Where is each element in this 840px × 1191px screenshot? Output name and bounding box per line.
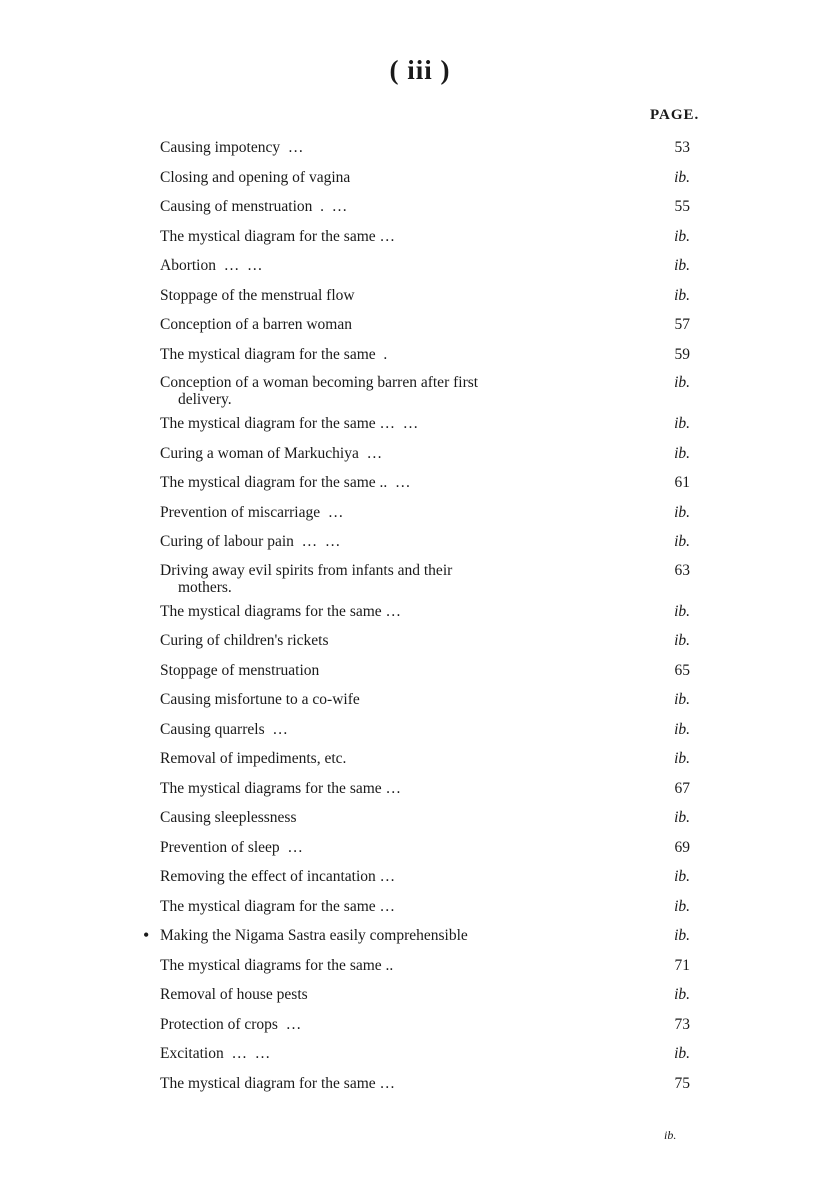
toc-entry-page: ib. <box>674 897 690 915</box>
toc-entry <box>160 1015 690 1034</box>
toc-entry-title-line2: mothers. <box>178 578 232 596</box>
toc-entry-title: Causing of menstruation . … <box>160 198 348 215</box>
toc-entry-page: ib. <box>674 1045 690 1062</box>
toc-entry <box>160 661 690 680</box>
toc-entry-page: 73 <box>674 1015 690 1033</box>
toc-entry-title: Stoppage of menstruation <box>160 661 320 679</box>
toc-entry-title: The mystical diagram for the same . <box>160 345 388 363</box>
toc-entry <box>160 897 690 916</box>
toc-entry <box>160 345 690 364</box>
toc-entry <box>160 867 690 886</box>
toc-entry-page: ib. <box>674 750 690 767</box>
toc-entry-page: 57 <box>674 316 690 333</box>
toc-entry <box>160 374 690 408</box>
toc-entry <box>160 444 690 463</box>
toc-entry <box>160 956 690 975</box>
toc-entry-title: Prevention of miscarriage … <box>160 503 344 521</box>
toc-entry <box>160 985 690 1004</box>
toc-entry <box>160 286 690 305</box>
toc-entry <box>160 532 690 551</box>
toc-entry-page: ib. <box>674 986 690 1003</box>
toc-entry-page: 69 <box>674 838 690 856</box>
toc-entry-page: ib. <box>674 444 690 462</box>
toc-entry-title-line1: Driving away evil spirits from infants and their <box>160 561 453 579</box>
toc-entry-title: Conception of a barren woman <box>160 316 352 333</box>
toc-entry-page: 65 <box>674 661 690 679</box>
toc-entry <box>160 1044 690 1063</box>
toc-entry-page: 59 <box>674 345 690 363</box>
toc-entry <box>160 503 690 522</box>
page-number: ( iii ) <box>389 55 451 85</box>
toc-entry-page: ib. <box>674 257 690 274</box>
toc-entry-title: Protection of crops … <box>160 1015 302 1033</box>
table-of-contents <box>143 138 690 1103</box>
toc-entry-title <box>160 562 652 596</box>
toc-entry <box>160 1074 690 1093</box>
toc-entry-title: The mystical diagram for the same … <box>160 1074 396 1092</box>
footer-catchword: ib. <box>664 1128 677 1142</box>
toc-entry-title: Stoppage of the menstrual flow <box>160 286 355 304</box>
toc-entry-title: The mystical diagram for the same … … <box>160 415 419 432</box>
toc-entry-title: The mystical diagrams for the same … <box>160 602 402 620</box>
toc-entry-page: ib. <box>674 868 690 885</box>
toc-entry-page: ib. <box>674 503 690 521</box>
toc-entry <box>160 562 690 596</box>
toc-entry-title: Prevention of sleep … <box>160 838 303 856</box>
toc-entry-page: ib. <box>674 415 690 432</box>
toc-entry <box>160 197 690 216</box>
toc-entry-title: Causing misfortune to a co-wife <box>160 691 360 708</box>
toc-entry <box>160 749 690 768</box>
toc-entry-title: The mystical diagrams for the same .. <box>160 956 394 974</box>
toc-entry <box>160 227 690 246</box>
toc-entry <box>160 808 690 827</box>
toc-entry-title: Curing of labour pain … … <box>160 533 341 550</box>
toc-entry-page: 67 <box>674 779 690 797</box>
toc-entry-page: 71 <box>674 956 690 974</box>
toc-entry <box>143 925 690 945</box>
toc-entry <box>160 779 690 798</box>
toc-entry-title: Causing impotency … <box>160 139 304 156</box>
toc-entry <box>160 138 690 157</box>
toc-entry <box>160 473 690 492</box>
toc-entry-title: The mystical diagram for the same … <box>160 897 396 915</box>
toc-entry-page: 53 <box>674 139 690 156</box>
toc-entry-page: ib. <box>674 691 690 708</box>
toc-entry-page: 63 <box>674 561 690 579</box>
bullet-mark: • <box>143 925 150 945</box>
toc-entry-page: ib. <box>674 927 690 944</box>
toc-entry-title: Abortion … … <box>160 257 263 274</box>
toc-entry-title: The mystical diagrams for the same … <box>160 779 402 797</box>
toc-entry-page: 55 <box>674 198 690 215</box>
toc-entry <box>160 256 690 275</box>
toc-entry-page: ib. <box>674 286 690 304</box>
toc-entry-page: ib. <box>674 227 690 245</box>
toc-entry-page: ib. <box>674 168 690 186</box>
toc-entry <box>160 414 690 433</box>
toc-entry-title: Making the Nigama Sastra easily comprehensible <box>160 927 468 944</box>
toc-entry-title: Excitation … … <box>160 1045 271 1062</box>
toc-entry-title <box>160 374 652 408</box>
toc-entry-page: 61 <box>674 474 690 491</box>
toc-entry <box>160 602 690 621</box>
toc-entry-title: Removal of house pests <box>160 986 308 1003</box>
toc-entry-title: Removing the effect of incantation … <box>160 868 396 885</box>
toc-entry <box>160 720 690 739</box>
toc-entry-title: Closing and opening of vagina <box>160 168 351 186</box>
toc-entry-page: ib. <box>674 533 690 550</box>
toc-entry <box>160 631 690 650</box>
toc-entry-page: ib. <box>674 602 690 620</box>
toc-entry-page: ib. <box>674 809 690 826</box>
toc-entry-title: Removal of impediments, etc. <box>160 750 347 767</box>
toc-entry-page: ib. <box>674 720 690 738</box>
toc-entry <box>160 315 690 334</box>
toc-entry-title: Curing of children's rickets <box>160 632 329 649</box>
toc-entry-title: Causing quarrels … <box>160 720 288 738</box>
toc-entry-title-line2: delivery. <box>178 391 232 408</box>
toc-entry-page: 75 <box>674 1074 690 1092</box>
toc-entry <box>160 168 690 187</box>
toc-entry-title-line1: Conception of a woman becoming barren after first <box>160 374 479 391</box>
toc-entry-title: The mystical diagram for the same .. … <box>160 474 411 491</box>
toc-entry-page: ib. <box>674 632 690 649</box>
toc-entry-title: The mystical diagram for the same … <box>160 227 396 245</box>
toc-entry-page: ib. <box>674 374 690 391</box>
toc-entry-title: Causing sleeplessness <box>160 809 297 826</box>
page-column-header: PAGE. <box>650 107 700 123</box>
toc-entry <box>160 690 690 709</box>
toc-entry-title: Curing a woman of Markuchiya … <box>160 444 383 462</box>
toc-entry <box>160 838 690 857</box>
